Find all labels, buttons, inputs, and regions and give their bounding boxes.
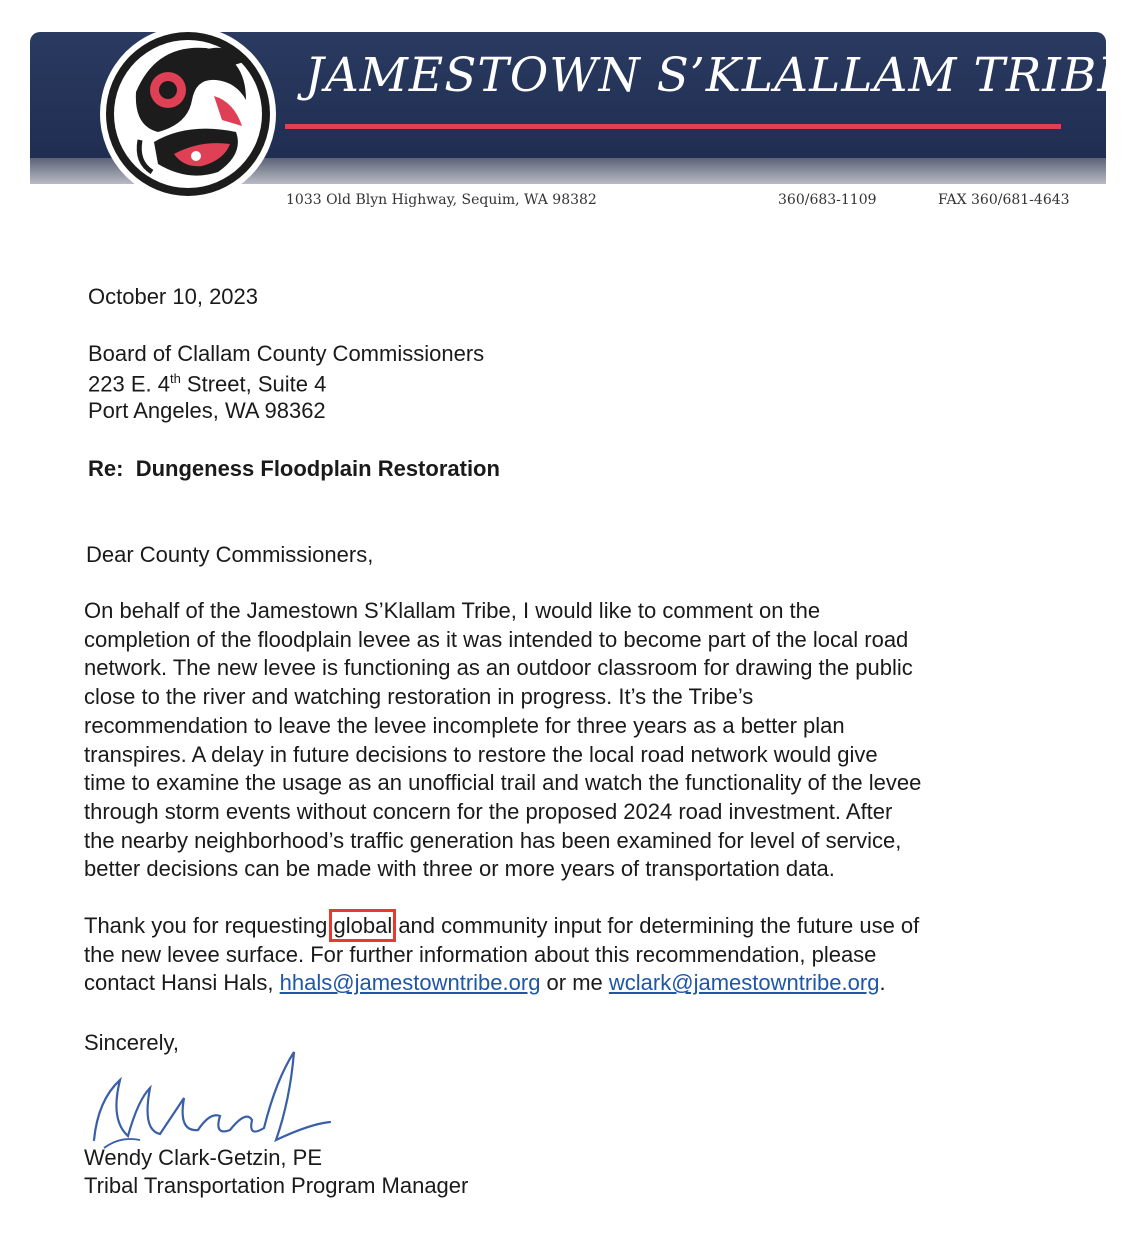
paragraph-line: On behalf of the Jamestown S’Klallam Tribe, I would like to comment on the <box>84 598 821 623</box>
closing: Sincerely, <box>84 1030 179 1055</box>
paragraph-line: Thank you for requesting global and community input for determining the future use of <box>84 913 920 938</box>
signer-name: Wendy Clark-Getzin, PE <box>84 1145 323 1170</box>
paragraph-line: network. The new levee is functioning as an outdoor classroom for drawing the public <box>84 655 913 681</box>
tribe-address: 1033 Old Blyn Highway, Sequim, WA 98382 <box>286 192 597 208</box>
letter-date: October 10, 2023 <box>88 284 259 309</box>
paragraph-line: close to the river and watching restoration in progress. It’s the Tribe’s <box>84 684 754 710</box>
paragraph-line: transpires. A delay in future decisions to restore the local road network would give <box>84 741 878 767</box>
tribe-name: JAMESTOWN S’KLALLAM TRIBE <box>305 48 1133 103</box>
body-paragraph-2 <box>84 912 1064 998</box>
handwritten-signature <box>80 1040 340 1160</box>
paragraph-line: contact Hansi Hals, hhals@jamestowntribe.org or me wclark@jamestowntribe.org. <box>84 970 886 996</box>
paragraph-line: completion of the floodplain levee as it was intended to become part of the local road <box>84 626 909 652</box>
paragraph-line: through storm events without concern for the proposed 2024 road investment. After <box>84 798 893 824</box>
recipient-line-3: Port Angeles, WA 98362 <box>88 398 326 423</box>
email-link-wclark[interactable]: wclark@jamestowntribe.org <box>608 970 880 996</box>
tribe-phone: 360/683-1109 <box>778 192 877 208</box>
paragraph-line: better decisions can be made with three or more years of transportation data. <box>84 856 835 882</box>
subject-line: Re: Dungeness Floodplain Restoration <box>88 456 500 481</box>
email-link-hhals[interactable]: hhals@jamestowntribe.org <box>279 970 541 996</box>
paragraph-line: the new levee surface. For further information about this recommendation, please <box>84 941 877 967</box>
banner-accent-line <box>285 124 1061 129</box>
recipient-line-1: Board of Clallam County Commissioners <box>88 341 485 366</box>
salutation: Dear County Commissioners, <box>86 542 374 567</box>
tribe-seal-logo <box>96 22 280 206</box>
signer-title: Tribal Transportation Program Manager <box>84 1173 469 1198</box>
paragraph-line: time to examine the usage as an unofficial trail and watch the functionality of the levee <box>84 770 922 796</box>
recipient-line-2: 223 E. 4th Street, Suite 4 <box>88 371 327 397</box>
paragraph-line: recommendation to leave the levee incomplete for three years as a better plan <box>84 712 845 738</box>
paragraph-line: the nearby neighborhood’s traffic generation has been examined for level of service, <box>84 827 902 853</box>
body-paragraph-1 <box>84 597 1064 884</box>
tribe-fax: FAX 360/681-4643 <box>938 192 1070 208</box>
highlighted-word-box: global <box>333 913 393 938</box>
